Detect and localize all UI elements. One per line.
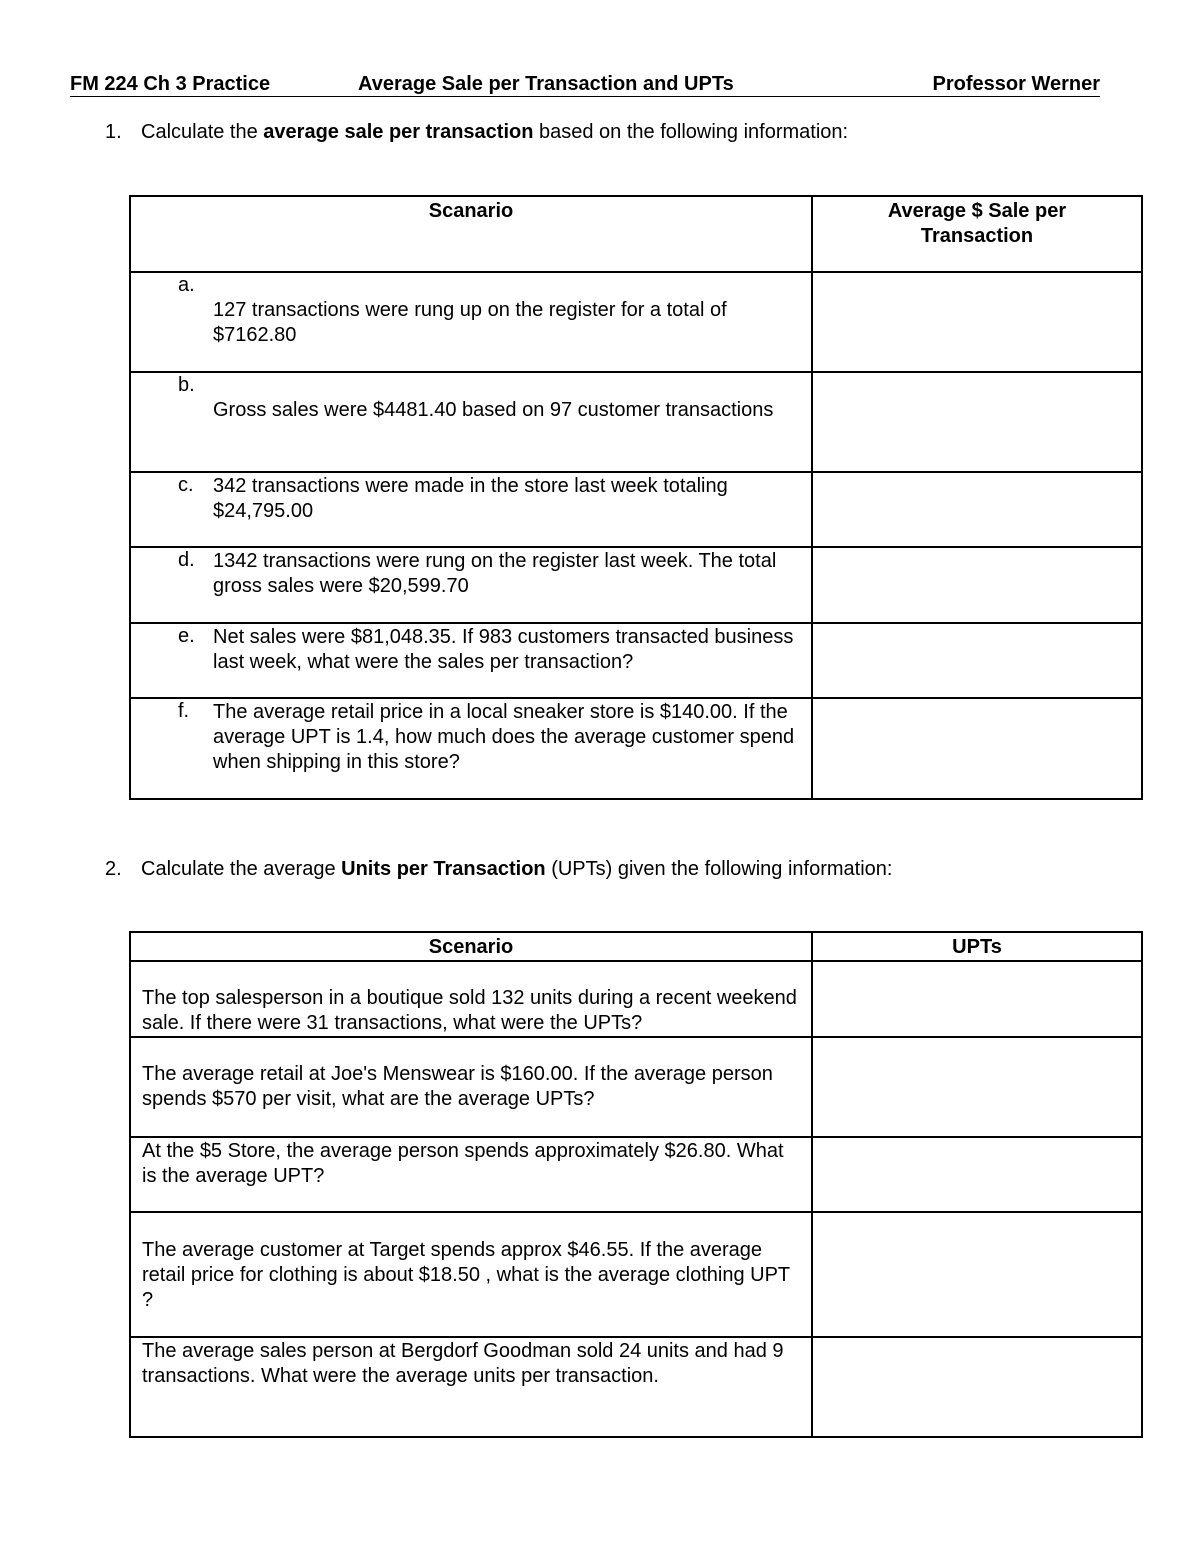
table-row bbox=[130, 1212, 1142, 1337]
scenario-text: The average retail at Joe's Menswear is $160.00. If the average person spends $570 per visit, what are the average UPTs? bbox=[142, 1063, 773, 1110]
question-1-suffix: based on the following information: bbox=[533, 121, 849, 143]
scenario-cell bbox=[130, 272, 812, 372]
question-2-bold: Units per Transaction bbox=[341, 858, 546, 880]
scenario-cell bbox=[130, 961, 812, 1037]
table-row bbox=[130, 1037, 1142, 1137]
answer-cell[interactable] bbox=[812, 1337, 1142, 1437]
scenario-text: The average sales person at Bergdorf Goodman sold 24 units and had 9 transactions. What were the average units per transaction. bbox=[142, 1340, 784, 1387]
professor-name: Professor Werner bbox=[932, 73, 1100, 95]
document-header bbox=[70, 72, 1100, 97]
average-sale-table bbox=[129, 195, 1143, 800]
answer-cell[interactable] bbox=[812, 623, 1142, 698]
table-row bbox=[130, 547, 1142, 623]
table-row bbox=[130, 472, 1142, 547]
table-row bbox=[130, 623, 1142, 698]
answer-cell[interactable] bbox=[812, 1137, 1142, 1212]
worksheet-topic: Average Sale per Transaction and UPTs bbox=[358, 73, 734, 95]
item-letter: d. bbox=[178, 549, 195, 571]
scenario-text: The average customer at Target spends approx $46.55. If the average retail price for clothing is about $18.50 , what is the average clothing UPT ? bbox=[142, 1239, 790, 1311]
scenario-cell bbox=[130, 547, 812, 623]
table-row bbox=[130, 372, 1142, 472]
question-1-prefix: Calculate the bbox=[141, 121, 264, 143]
table-row bbox=[130, 1337, 1142, 1437]
upts-header: UPTs bbox=[812, 932, 1142, 961]
scenario-cell bbox=[130, 698, 812, 799]
table-row bbox=[130, 698, 1142, 799]
item-letter: a. bbox=[178, 274, 195, 296]
question-1 bbox=[105, 120, 848, 145]
item-text: 342 transactions were made in the store last week totaling $24,795.00 bbox=[213, 475, 728, 522]
item-text: Net sales were $81,048.35. If 983 customers transacted business last week, what were the sales per transaction? bbox=[213, 626, 794, 673]
scenario-header: Scanario bbox=[130, 196, 812, 272]
answer-cell[interactable] bbox=[812, 698, 1142, 799]
scenario-cell bbox=[130, 1212, 812, 1337]
scenario-header: Scenario bbox=[130, 932, 812, 961]
question-2-suffix: (UPTs) given the following information: bbox=[545, 858, 893, 880]
scenario-cell bbox=[130, 472, 812, 547]
answer-cell[interactable] bbox=[812, 547, 1142, 623]
answer-cell[interactable] bbox=[812, 472, 1142, 547]
answer-cell[interactable] bbox=[812, 372, 1142, 472]
table-row bbox=[130, 272, 1142, 372]
answer-cell[interactable] bbox=[812, 1212, 1142, 1337]
scenario-cell bbox=[130, 1137, 812, 1212]
scenario-cell bbox=[130, 372, 812, 472]
item-letter: f. bbox=[178, 700, 190, 722]
item-letter: b. bbox=[178, 374, 195, 396]
table-row bbox=[130, 961, 1142, 1037]
item-text: 1342 transactions were rung on the register last week. The total gross sales were $20,599.70 bbox=[213, 550, 777, 597]
answer-cell[interactable] bbox=[812, 961, 1142, 1037]
scenario-text: At the $5 Store, the average person spends approximately $26.80. What is the average UPT? bbox=[142, 1140, 784, 1187]
answer-cell[interactable] bbox=[812, 272, 1142, 372]
course-title: FM 224 Ch 3 Practice bbox=[70, 73, 271, 95]
scenario-cell bbox=[130, 1037, 812, 1137]
average-sale-header-line2: Transaction bbox=[920, 225, 1034, 247]
average-sale-header bbox=[812, 196, 1142, 272]
question-1-number: 1. bbox=[105, 121, 122, 143]
question-2-prefix: Calculate the average bbox=[141, 858, 342, 880]
item-text: Gross sales were $4481.40 based on 97 customer transactions bbox=[213, 399, 774, 421]
average-sale-header-line1: Average $ Sale per bbox=[887, 200, 1067, 222]
scenario-text: The top salesperson in a boutique sold 132 units during a recent weekend sale. If there were 31 transactions, what were the UPTs? bbox=[142, 987, 797, 1034]
question-2-number: 2. bbox=[105, 858, 122, 880]
question-2 bbox=[105, 857, 892, 882]
item-text: 127 transactions were rung up on the register for a total of $7162.80 bbox=[213, 299, 727, 346]
table-row bbox=[130, 1137, 1142, 1212]
scenario-cell bbox=[130, 623, 812, 698]
question-1-bold: average sale per transaction bbox=[263, 121, 534, 143]
item-letter: c. bbox=[178, 474, 194, 496]
item-letter: e. bbox=[178, 625, 195, 647]
item-text: The average retail price in a local sneaker store is $140.00. If the average UPT is 1.4, how much does the average customer spend when shipping in this store? bbox=[213, 701, 795, 773]
scenario-cell bbox=[130, 1337, 812, 1437]
table-header-row bbox=[130, 932, 1142, 961]
table-header-row bbox=[130, 196, 1142, 272]
answer-cell[interactable] bbox=[812, 1037, 1142, 1137]
upt-table bbox=[129, 931, 1143, 1438]
